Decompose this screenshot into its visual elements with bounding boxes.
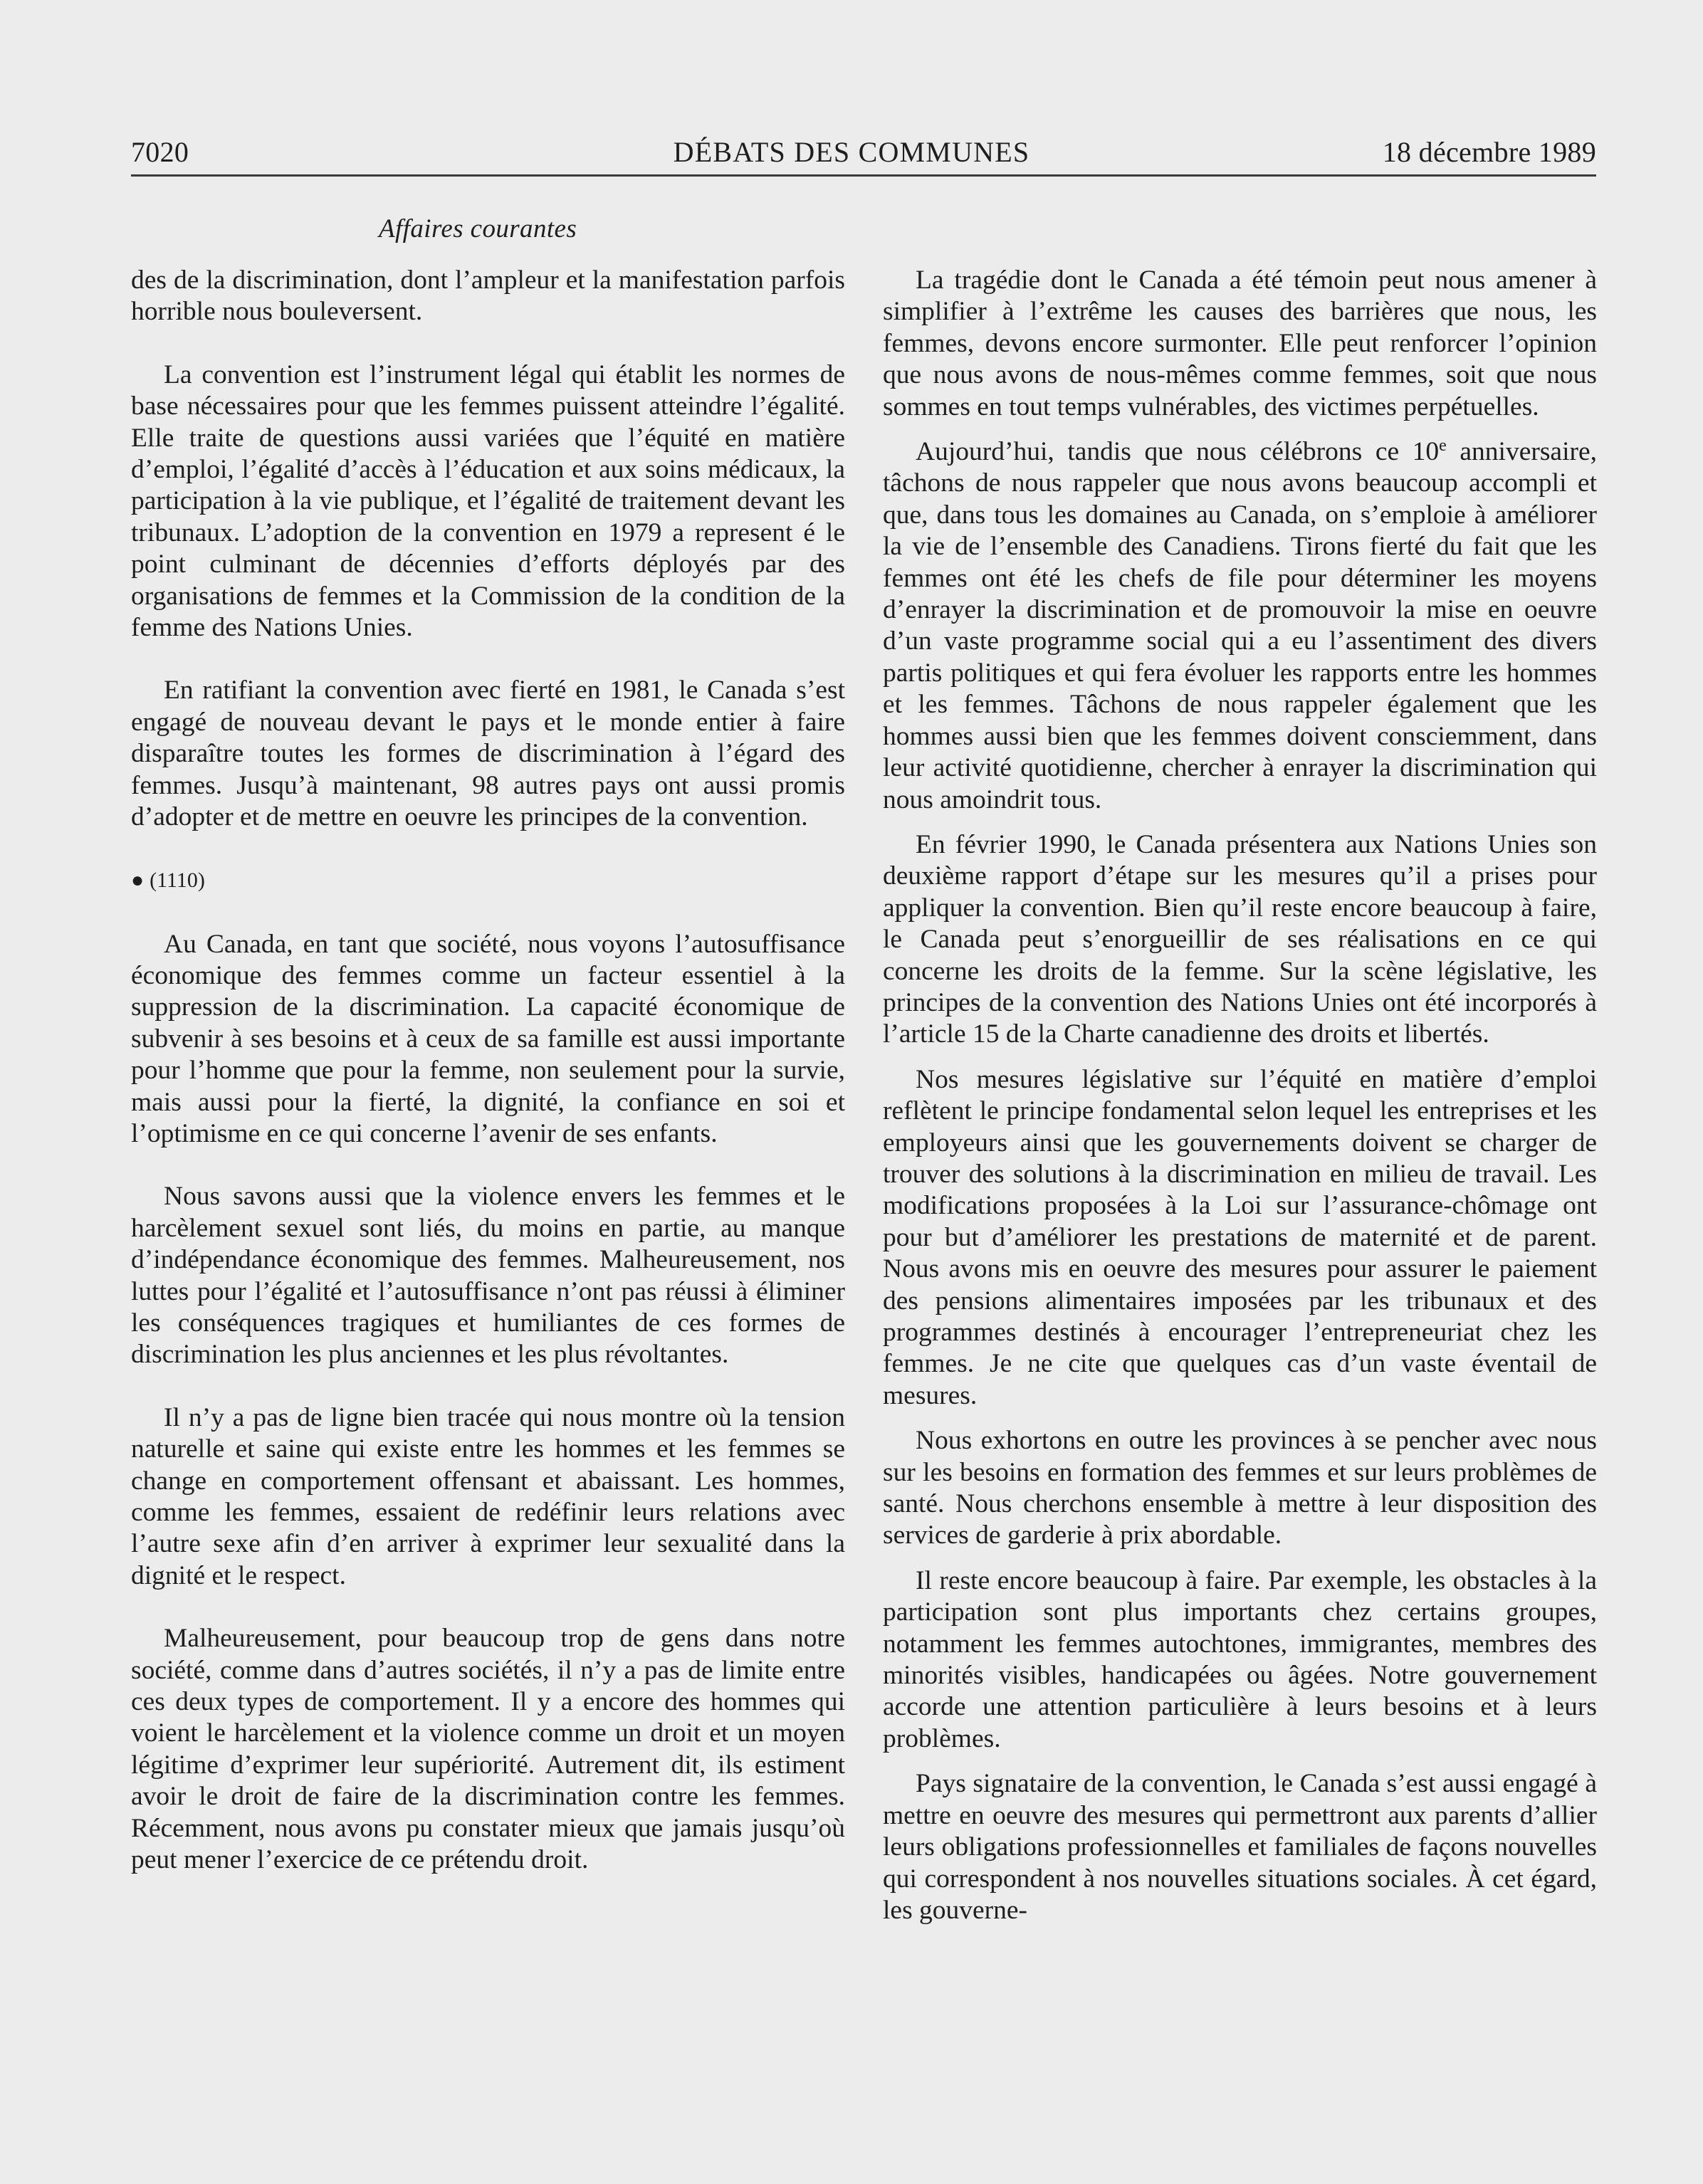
paragraph-text: anniversaire, tâchons de nous rappeler que nous avons beaucoup accompli et que, dans tous les domaines au Canada, on s’emploie à améliorer la vie de l’ensemble des Canadiens. Tirons fierté du fait que les femmes ont été les chefs de file pour déterminer les moyens d’enrayer la discrimination et de promouvoir la mise en oeuvre d’un vaste programme social qui a eu l’assentiment des divers partis politiques et qui fera évoluer les rapports entre les hommes et les femmes. Tâchons de nous rappeler également que les hommes aussi bien que les femmes doivent consciemment, dans leur activité quotidienne, chercher à enrayer la discrimination qui nous amoindrit tous. [883,437,1597,814]
page-date: 18 décembre 1989 [1382,136,1596,168]
paragraph: En février 1990, le Canada présentera aux Nations Unies son deuxième rapport d’étape sur les mesures qu’il a prises pour appliquer la convention. Bien qu’il reste encore beaucoup à faire, le Canada peut s’enorgueillir de ses réalisations en ce qui concerne les droits de la femme. Sur la scène législative, les principes de la convention des Nations Unies ont été incorporés à l’article 15 de la Charte canadienne des droits et libertés. [883,829,1597,1049]
publication-title: DÉBATS DES COMMUNES [673,136,1030,168]
paragraph: Il reste encore beaucoup à faire. Par exemple, les obstacles à la participation sont plus importants chez certains groupes, notamment les femmes autochtones, immigrantes, membres des minorités visibles, handicapées ou âgées. Notre gouvernement accorde une attention particulière à leurs besoins et à leurs problèmes. [883,1565,1597,1753]
page-number: 7020 [131,136,189,168]
paragraph-continuation: des de la discrimination, dont l’ampleur et la manifestation parfois horrible nous bouleversent. [131,266,845,327]
paragraph: Nous savons aussi que la violence envers les femmes et le harcèlement sexuel sont liés, du moins en partie, au manque d’indépendance économique des femmes. Malheureusement, nos luttes pour l’égalité et l’autosuffisance n’ont pas réussi à éliminer les conséquences tragiques et humiliantes de ces formes de discrimination les plus anciennes et les plus révoltantes. [131,1182,845,1370]
left-column [131,265,845,1907]
paragraph: La tragédie dont le Canada a été témoin peut nous amener à simplifier à l’extrême les causes des barrières que nous, les femmes, devons encore surmonter. Elle peut renforcer l’opinion que nous avons de nous-mêmes comme femmes, soit que nous sommes en tout temps vulnérables, des victimes perpétuelles. [883,266,1597,421]
paragraph: En ratifiant la convention avec fierté en 1981, le Canada s’est engagé de nouveau devant le pays et le monde entier à faire disparaître toutes les formes de discrimination à l’égard des femmes. Jusqu’à maintenant, 98 autres pays ont aussi promis d’adopter et de mettre en oeuvre les principes de la convention. [131,676,845,832]
header-rule [131,174,1596,177]
paragraph: Pays signataire de la convention, le Canada s’est aussi engagé à mettre en oeuvre des mesures qui permettront aux parents d’allier leurs obligations professionnelles et familiales de façons nouvelles qui correspondent à nos nouvelles situations sociales. À cet égard, les gouverne- [883,1769,1597,1925]
paragraph-text: Aujourd’hui, tandis que nous célébrons ce 10 [916,437,1440,467]
right-column [883,265,1597,1940]
ordinal-superscript: e [1439,436,1447,456]
timestamp-text: (1110) [150,868,205,892]
paragraph: La convention est l’instrument légal qui établit les normes de base nécessaires pour que les femmes puissent atteindre l’égalité. Elle traite de questions aussi variées que l’équité en matière d’emploi, l’égalité d’accès à l’éducation et aux soins médicaux, la participation à la vie publique, et l’égalité de traitement devant les tribunaux. L’adoption de la convention en 1979 a represent é le point culminant de décennies d’efforts déployés par des organisations de femmes et la Commission de la condition de la femme des Nations Unies. [131,359,845,643]
paragraph: Nos mesures législative sur l’équité en matière d’emploi reflètent le principe fondamental selon lequel les entreprises et les employeurs ainsi que les gouvernements doivent se charger de trouver des solutions à la discrimination en milieu de travail. Les modifications proposées à la Loi sur l’assurance-chômage ont pour but d’améliorer les prestations de maternité et de parent. Nous avons mis en oeuvre des mesures pour assurer le paiement des pensions alimentaires imposées par les tribunaux et des programmes destinés à encourager l’entrepreneuriat chez les femmes. Je ne cite que quelques cas d’un vaste éventail de mesures. [883,1064,1597,1410]
bullet-icon: ● [131,868,145,892]
paragraph: Au Canada, en tant que société, nous voyons l’autosuffisance économique des femmes comme un facteur essentiel à la suppression de la discrimination. La capacité économique de subvenir à ses besoins et à ceux de sa famille est aussi importante pour l’homme que pour la femme, non seulement pour la survie, mais aussi pour la fierté, la dignité, la confiance en soi et l’optimisme en ce qui concerne l’avenir de ses enfants. [131,929,845,1148]
paragraph [883,436,1597,816]
section-label: Affaires courantes [379,214,577,243]
paragraph: Il n’y a pas de ligne bien tracée qui nous montre où la tension naturelle et saine qui existe entre les hommes et les femmes se change en comportement offensant et abaissant. Les hommes, comme les femmes, essaient de redéfinir leurs relations avec l’autre sexe afin d’en arriver à exprimer leur sexualité dans la dignité et le respect. [131,1402,845,1590]
paragraph: Malheureusement, pour beaucoup trop de gens dans notre société, comme dans d’autres sociétés, il n’y a pas de limite entre ces deux types de comportement. Il y a encore des hommes qui voient le harcèlement et la violence comme un droit et un moyen légitime d’exprimer leur supériorité. Autrement dit, ils estiment avoir le droit de faire de la discrimination contre les femmes. Récemment, nous avons pu constater mieux que jamais jusqu’où peut mener l’exercice de ce prétendu droit. [131,1624,845,1875]
timestamp-marker [131,865,845,896]
paragraph: Nous exhortons en outre les provinces à se pencher avec nous sur les besoins en formation des femmes et sur leurs problèmes de santé. Nous cherchons ensemble à mettre à leur disposition des services de garderie à prix abordable. [883,1426,1597,1550]
